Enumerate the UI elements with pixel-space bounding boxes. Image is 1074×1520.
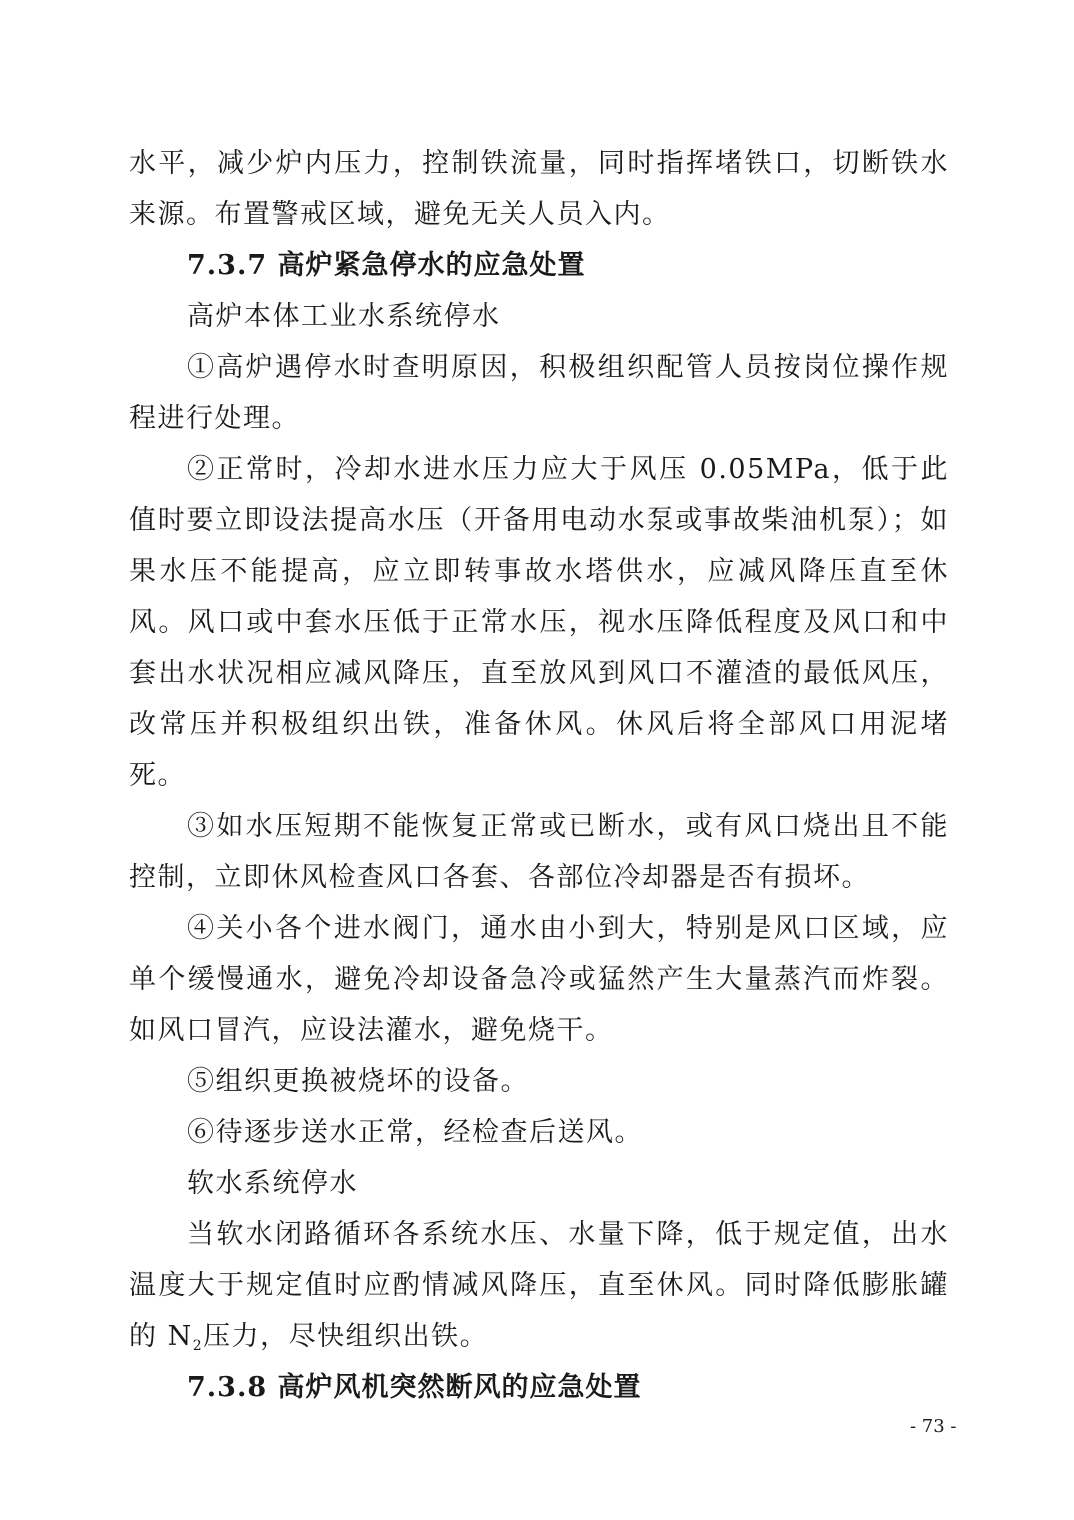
list-item-6: ⑥待逐步送水正常，经检查后送风。 <box>187 1117 643 1148</box>
list-item-4: ④关小各个进水阀门，通水由小到大，特别是风口区域，应单个缓慢通水，避免冷却设备急冷或猛然产生大量蒸汽而炸裂。如风口冒汽，应设法灌水，避免烧干。 <box>129 913 949 1046</box>
list-item-3: ③如水压短期不能恢复正常或已断水，或有风口烧出且不能控制，立即休风检查风口各套、各部位冷却器是否有损坏。 <box>129 811 949 893</box>
document-body <box>129 138 949 1413</box>
subsection-title-industrial-water: 高炉本体工业水系统停水 <box>187 301 501 332</box>
list-item-1: ①高炉遇停水时查明原因，积极组织配管人员按岗位操作规程进行处理。 <box>129 352 949 434</box>
page-number: - 73 - <box>910 1416 957 1437</box>
subsection-title-soft-water: 软水系统停水 <box>187 1168 358 1199</box>
soft-water-text-after: 压力，尽快组织出铁。 <box>203 1321 489 1352</box>
nitrogen-subscript: 2 <box>192 1338 204 1354</box>
list-item-2: ②正常时，冷却水进水压力应大于风压 0.05MPa，低于此值时要立即设法提高水压（开备用电动水泵或事故柴油机泵）；如果水压不能提高，应立即转事故水塔供水，应减风降压直至休风。风口或中套水压低于正常水压，视水压降低程度及风口和中套出水状况相应减风降压，直至放风到风口不灌渣的最低风压，改常压并积极组织出铁，准备休风。休风后将全部风口用泥堵死。 <box>129 454 949 791</box>
list-item-5: ⑤组织更换被烧坏的设备。 <box>187 1066 529 1097</box>
soft-water-text-before: 当软水闭路循环各系统水压、水量下降，低于规定值，出水温度大于规定值时应酌情减风降压，直至休风。同时降低膨胀罐的 N <box>129 1219 949 1352</box>
continued-paragraph: 水平，减少炉内压力，控制铁流量，同时指挥堵铁口，切断铁水来源。布置警戒区域，避免无关人员入内。 <box>129 148 949 230</box>
section-heading-7-3-8: 7.3.8 高炉风机突然断风的应急处置 <box>187 1372 642 1403</box>
soft-water-paragraph <box>129 1209 949 1362</box>
section-heading-7-3-7: 7.3.7 高炉紧急停水的应急处置 <box>187 250 586 281</box>
